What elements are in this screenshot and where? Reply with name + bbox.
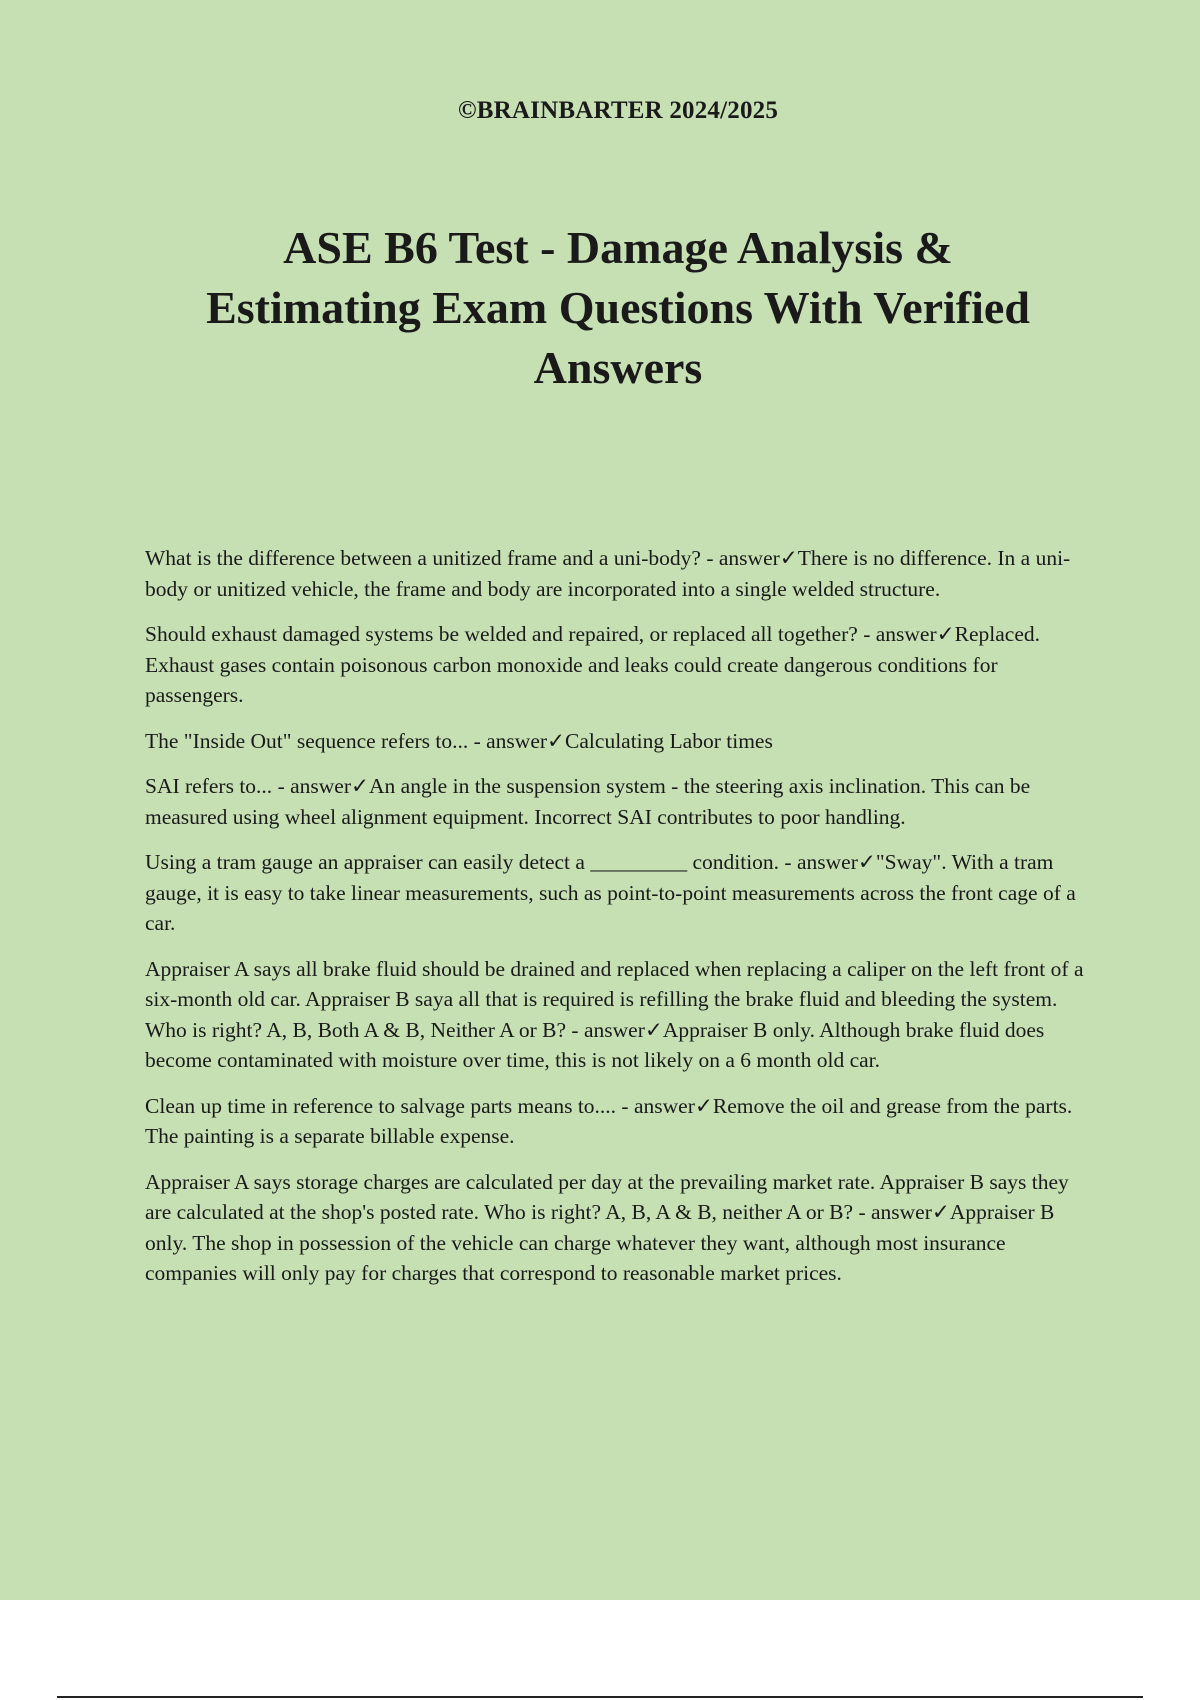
qa-item-7: Clean up time in reference to salvage parts means to.... - answer✓Remove the oil and grease from the parts. The painting is a separate billable expense.: [145, 1093, 1073, 1148]
qa-item-8: Appraiser A says storage charges are calculated per day at the prevailing market rate. Appraiser B says they are calculated at the shop's posted rate. Who is right? A, B, A & B, neither A or B? - answer✓Appraiser B only. The shop in possession of the vehicle can charge whatever they want, although most insurance companies will only pay for charges that correspond to reasonable market prices.: [145, 1169, 1069, 1285]
answer-prefix: answer✓: [290, 774, 370, 798]
answer-text: Remove the oil and grease from the parts. The painting is a separate billable expense.: [145, 1093, 1073, 1148]
answer-prefix: answer✓: [875, 622, 955, 646]
qa-item-6: Appraiser A says all brake fluid should be drained and replaced when replacing a caliper on the left front of a six-month old car. Appraiser B saya all that is required is refilling the brake fluid and bleeding the system. Who is right? A, B, Both A & B, Neither A or B? - answer✓Appraiser B only. Although brake fluid does become contaminated with moisture over time, this is not likely on a 6 month old car.: [145, 956, 1084, 1072]
qa-item-4: SAI refers to... - answer✓An angle in the suspension system - the steering axis inclination. This can be measured using wheel alignment equipment. Incorrect SAI contributes to poor handling.: [145, 774, 1031, 829]
qa-item-1: What is the difference between a unitized frame and a uni-body? - answer✓There is no difference. In a uni-body or unitized vehicle, the frame and body are incorporated into a single welded structure.: [145, 546, 1071, 601]
question-text: The "Inside Out" sequence refers to...: [145, 728, 469, 753]
bottom-divider: [57, 1696, 1143, 1698]
question-text: Appraiser A says all brake fluid should be drained and replaced when replacing a caliper on the left front of a six-month old car. Appraiser B saya all that is required is refilling the brake fluid and bleeding the system. Who is right? A, B, Both A & B, Neither A or B?: [145, 956, 1084, 1042]
title-line-1: ASE B6 Test - Damage Analysis &: [283, 222, 953, 273]
answer-prefix: answer✓: [718, 546, 798, 570]
qa-item-5: Using a tram gauge an appraiser can easily detect a _________ condition. - answer✓"Sway". With a tram gauge, it is easy to take linear measurements, such as point-to-point measurements across the front cage of a car.: [145, 850, 1076, 935]
question-text: Should exhaust damaged systems be welded and repaired, or replaced all together?: [145, 622, 858, 646]
question-text: What is the difference between a unitized frame and a uni-body?: [145, 546, 701, 570]
question-text: SAI refers to...: [145, 774, 273, 798]
qa-item-2: Should exhaust damaged systems be welded and repaired, or replaced all together? - answer✓Replaced. Exhaust gases contain poisonous carbon monoxide and leaks could create dangerous conditions for passengers.: [145, 622, 1041, 707]
answer-text: Appraiser B only. The shop in possession of the vehicle can charge whatever they want, although most insurance companies will only pay for charges that correspond to reasonable market prices.: [145, 1200, 1055, 1285]
title-line-3: Answers: [533, 342, 703, 393]
answer-text: Calculating Labor times: [565, 728, 773, 753]
qa-list: [145, 543, 1095, 1304]
answer-prefix: answer✓: [583, 1017, 663, 1042]
answer-prefix: answer✓: [870, 1200, 950, 1224]
answer-text: "Sway". With a tram gauge, it is easy to take linear measurements, such as point-to-point measurements across the front cage of a car.: [145, 850, 1076, 935]
copyright-header: ©BRAINBARTER 2024/2025: [457, 97, 779, 124]
answer-prefix: answer✓: [486, 728, 566, 753]
qa-item-3: The "Inside Out" sequence refers to... - answer✓Calculating Labor times: [145, 728, 773, 753]
answer-text: There is no difference. In a uni-body or unitized vehicle, the frame and body are incorporated into a single welded structure.: [145, 546, 1071, 601]
question-text: Appraiser A says storage charges are calculated per day at the prevailing market rate. Appraiser B says they are calculated at the shop's posted rate. Who is right? A, B, A & B, neither A or B?: [145, 1169, 1069, 1224]
answer-text: Replaced. Exhaust gases contain poisonous carbon monoxide and leaks could create dangerous conditions for passengers.: [145, 622, 1041, 707]
answer-text: An angle in the suspension system - the steering axis inclination. This can be measured using wheel alignment equipment. Incorrect SAI contributes to poor handling.: [145, 774, 1031, 829]
question-text: Using a tram gauge an appraiser can easily detect a _________ condition.: [145, 850, 780, 874]
answer-prefix: answer✓: [633, 1093, 713, 1118]
question-text: Clean up time in reference to salvage parts means to....: [145, 1093, 617, 1118]
answer-prefix: answer✓: [796, 850, 876, 874]
title-line-2: Estimating Exam Questions With Verified: [206, 282, 1030, 333]
answer-text: Appraiser B only. Although brake fluid does become contaminated with moisture over time, this is not likely on a 6 month old car.: [145, 1017, 1045, 1072]
document-title: [160, 218, 1076, 398]
